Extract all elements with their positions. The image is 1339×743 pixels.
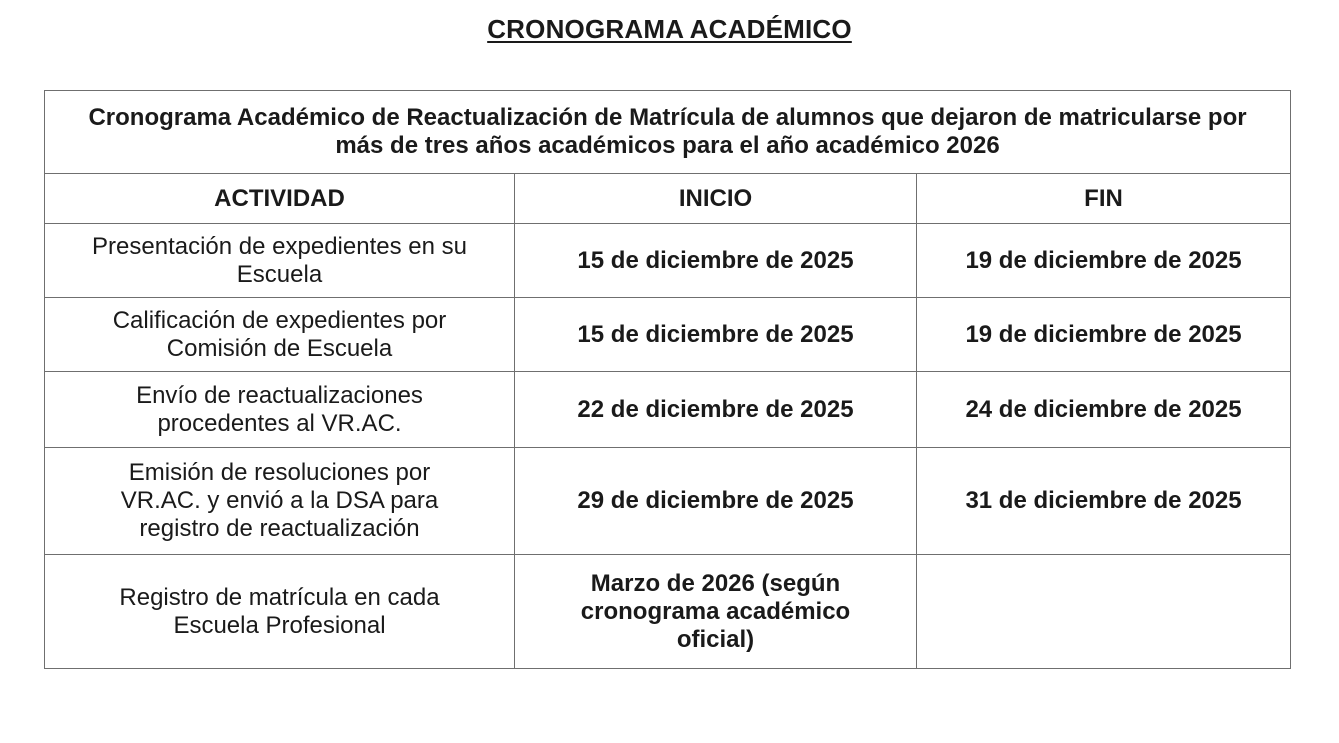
end-date-cell: 31 de diciembre de 2025 — [917, 448, 1291, 555]
start-date-cell: 29 de diciembre de 2025 — [515, 448, 917, 555]
start-date-cell: 15 de diciembre de 2025 — [515, 224, 917, 298]
activity-cell: Emisión de resoluciones por VR.AC. y envió a la DSA para registro de reactualización — [45, 448, 515, 555]
end-date-cell: 19 de diciembre de 2025 — [917, 224, 1291, 298]
end-date-cell: 19 de diciembre de 2025 — [917, 298, 1291, 372]
header-start: INICIO — [515, 174, 917, 224]
header-end: FIN — [917, 174, 1291, 224]
table-row — [45, 298, 1291, 372]
table-row — [45, 372, 1291, 448]
schedule-table — [44, 90, 1291, 669]
end-date-cell: 24 de diciembre de 2025 — [917, 372, 1291, 448]
start-date-cell: Marzo de 2026 (según cronograma académico oficial) — [515, 555, 917, 669]
document-title: CRONOGRAMA ACADÉMICO — [487, 14, 852, 44]
activity-cell: Envío de reactualizaciones procedentes al VR.AC. — [45, 372, 515, 448]
table-row — [45, 224, 1291, 298]
activity-cell: Presentación de expedientes en su Escuela — [45, 224, 515, 298]
header-activity: ACTIVIDAD — [45, 174, 515, 224]
activity-cell: Registro de matrícula en cada Escuela Profesional — [45, 555, 515, 669]
start-date-cell: 22 de diciembre de 2025 — [515, 372, 917, 448]
table-row — [45, 448, 1291, 555]
table-row — [45, 555, 1291, 669]
end-date-cell — [917, 555, 1291, 669]
table-caption-row — [45, 91, 1291, 174]
table-caption: Cronograma Académico de Reactualización de Matrícula de alumnos que dejaron de matricularse por más de tres años académicos para el año académico 2026 — [45, 91, 1291, 174]
start-date-cell: 15 de diciembre de 2025 — [515, 298, 917, 372]
table-header-row — [45, 174, 1291, 224]
activity-cell: Calificación de expedientes por Comisión de Escuela — [45, 298, 515, 372]
